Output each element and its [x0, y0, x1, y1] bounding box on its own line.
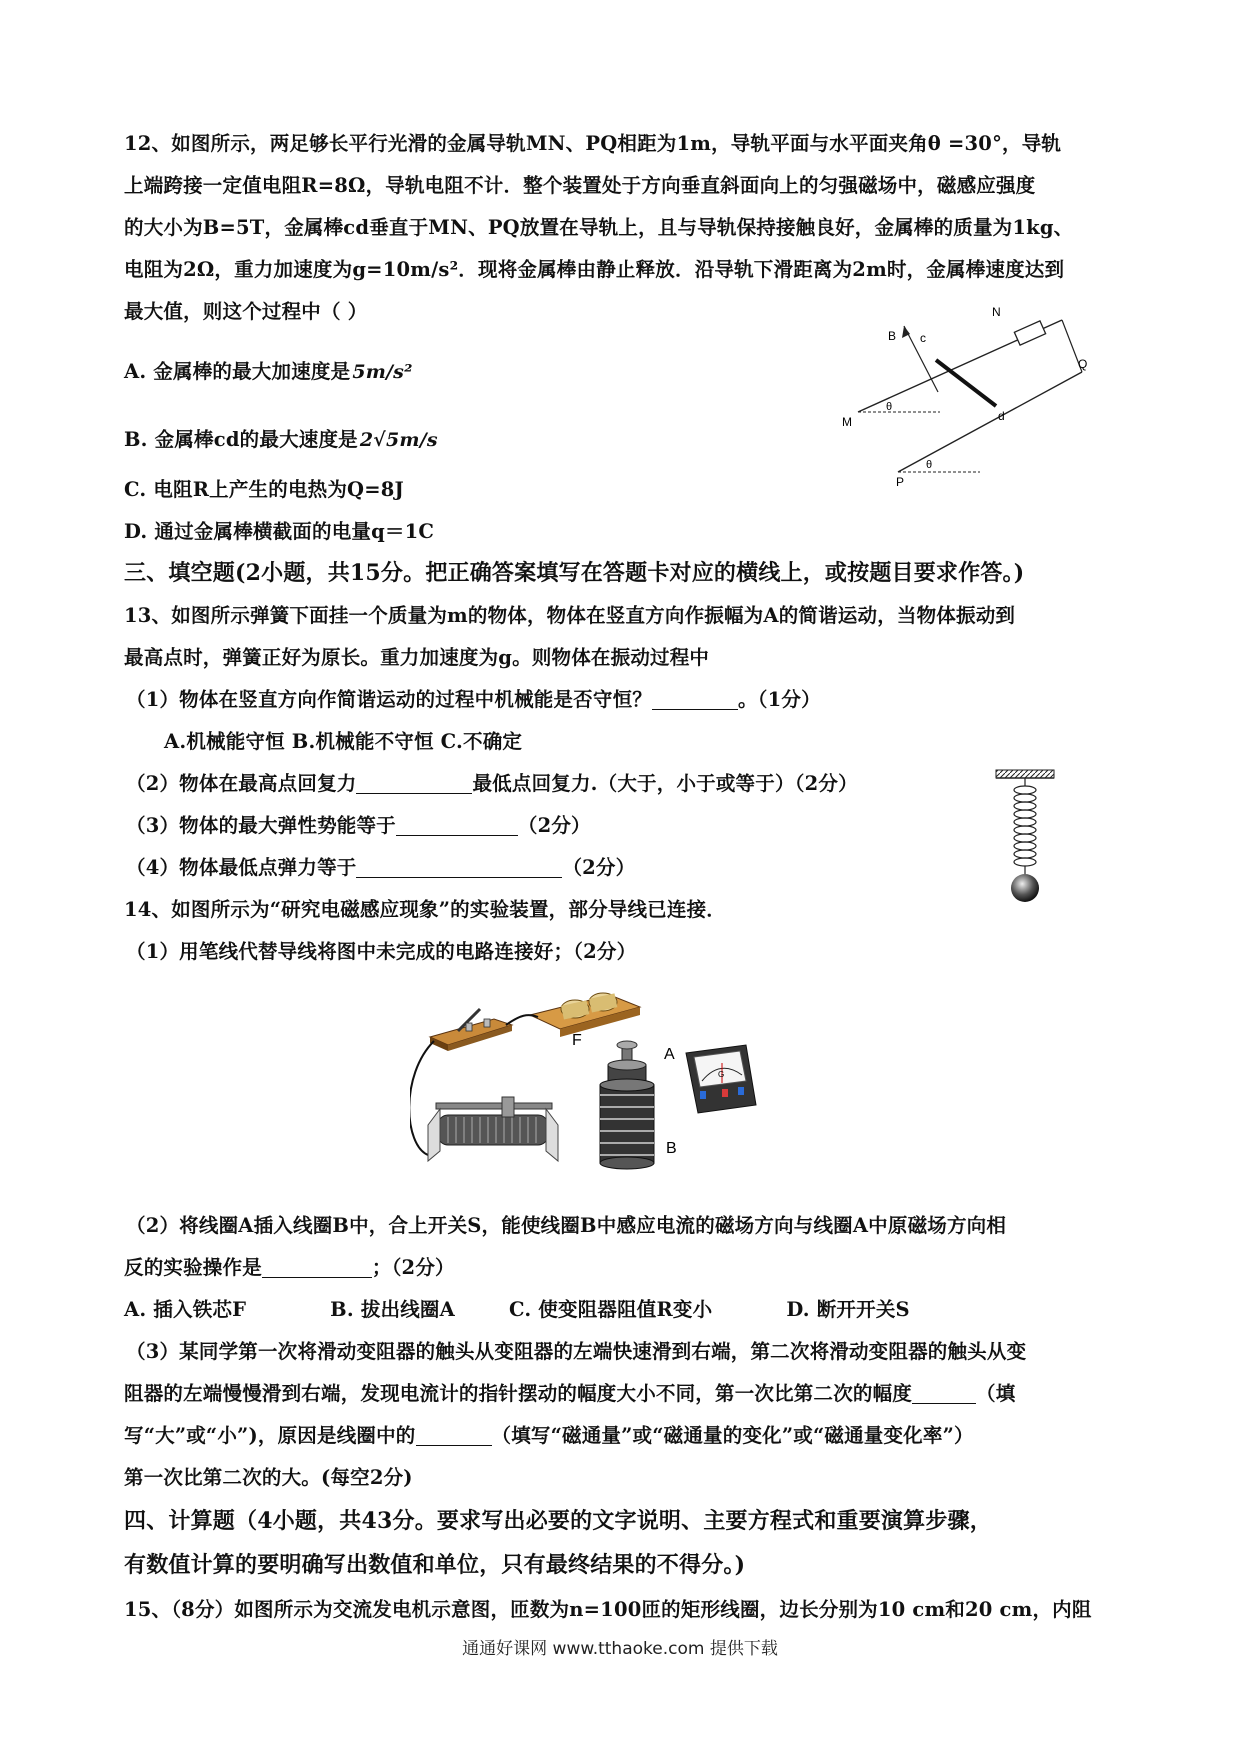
q13-part-3-text: （3）物体的最大弹性势能等于 — [126, 814, 396, 837]
section-3-heading: 三、填空题(2小题，共15分。把正确答案填写在答题卡对应的横线上，或按题目要求作答。) — [124, 560, 1025, 586]
q13-part-1 — [126, 684, 821, 712]
q12-rails-figure — [820, 300, 1110, 490]
q14-part-3-line-1: （3）某同学第一次将滑动变阻器的触头从变阻器的左端快速滑到右端，第二次将滑动变阻器的触头从变 — [126, 1340, 1027, 1363]
induction-apparatus-figure — [410, 985, 850, 1185]
label-theta-1: θ — [886, 401, 893, 413]
label-c: c — [920, 331, 926, 345]
q14-part-3-text-1: 阻器的左端慢慢滑到右端，发现电流计的指针摆动的幅度大小不同，第一次比第二次的幅度 — [124, 1382, 913, 1405]
q14-part-3-tail-1: （填 — [976, 1382, 1016, 1405]
ceiling-support — [996, 770, 1054, 778]
q13-line-2: 最高点时，弹簧正好为原长。重力加速度为g。则物体在振动过程中 — [124, 646, 710, 669]
q12-option-c: C. 电阻R上产生的电热为Q=8J — [124, 478, 404, 501]
q14-option-a: A. 插入铁芯F — [124, 1298, 247, 1321]
q13-part-2 — [126, 768, 858, 796]
label-g: G — [718, 1070, 725, 1079]
label-coil-a: A — [664, 1046, 675, 1063]
label-f: F — [572, 1032, 582, 1049]
q12-line-1: 12、如图所示，两足够长平行光滑的金属导轨MN、PQ相距为1m，导轨平面与水平面夹角θ =30°，导轨 — [124, 132, 1062, 155]
label-p: P — [896, 475, 905, 489]
spring-figure — [990, 768, 1060, 908]
label-m: M — [842, 415, 852, 429]
section-4-heading-1: 四、计算题（4小题，共43分。要求写出必要的文字说明、主要方程式和重要演算步骤， — [124, 1508, 992, 1534]
q12-option-a-formula: 5m/s² — [352, 361, 413, 383]
q14-part-2-tail: ；（2分） — [371, 1256, 455, 1279]
q12-option-d: D. 通过金属棒横截面的电量q＝1C — [124, 520, 435, 543]
q12-option-b-formula: 2√5m/s — [359, 429, 438, 451]
q14-blank-3a[interactable] — [912, 1383, 976, 1404]
label-b: B — [888, 329, 897, 343]
battery-icon — [530, 993, 640, 1037]
coil-assembly-icon — [600, 1041, 654, 1169]
galvanometer-icon — [686, 1045, 756, 1113]
q13-part-3-tail: （2分） — [517, 814, 591, 837]
q13-line-1: 13、如图所示弹簧下面挂一个质量为m的物体，物体在竖直方向作振幅为A的简谐运动，当物体振动到 — [124, 604, 1016, 627]
label-d: d — [998, 409, 1005, 423]
label-theta-2: θ — [926, 459, 933, 471]
rheostat-icon — [428, 1097, 558, 1161]
q14-part-3-text-2: 写“大”或“小”)，原因是线圈中的 — [124, 1424, 416, 1447]
q14-option-c: C. 使变阻器阻值R变小 — [508, 1298, 713, 1321]
resistor-icon — [1014, 321, 1045, 345]
q14-part-3-line-2 — [124, 1378, 1015, 1406]
q12-option-b — [124, 424, 438, 452]
q14-part-1: （1）用笔线代替导线将图中未完成的电路连接好；（2分） — [126, 940, 637, 963]
q12-line-4: 电阻为2Ω，重力加速度为g=10m/s²．现将金属棒由静止释放．沿导轨下滑距离为2m时，金属棒速度达到 — [124, 258, 1065, 281]
q14-option-d: D. 断开开关S — [786, 1298, 910, 1321]
q14-blank-3b[interactable] — [416, 1425, 492, 1446]
q14-option-b: B. 拔出线圈A — [330, 1298, 455, 1321]
q12-option-a-text: A. 金属棒的最大加速度是 — [124, 360, 351, 383]
q15-line-1: 15、（8分）如图所示为交流发电机示意图，匝数为n=100匝的矩形线圈，边长分别为10 cm和20 cm，内阻 — [124, 1598, 1092, 1621]
q13-part-1-tail: 。（1分） — [737, 688, 821, 711]
rail-pq — [898, 372, 1082, 472]
q13-part-4-tail: （2分） — [562, 856, 636, 879]
q14-part-3-tail-2: （填写“磁通量”或“磁通量的变化”或“磁通量变化率”） — [491, 1424, 974, 1447]
ball-mass — [1011, 874, 1039, 902]
spring-coil — [1014, 786, 1036, 866]
q12-option-b-text: B. 金属棒cd的最大速度是 — [124, 428, 358, 451]
label-coil-b: B — [666, 1140, 677, 1157]
q13-part-1-text: （1）物体在竖直方向作简谐运动的过程中机械能是否守恒？ — [126, 688, 652, 711]
q13-blank-2[interactable] — [356, 773, 472, 794]
q13-blank-3[interactable] — [396, 815, 518, 836]
q14-blank-2[interactable] — [262, 1257, 372, 1278]
switch-icon — [430, 1009, 512, 1051]
q12-option-a — [124, 356, 413, 384]
section-4-heading-2: 有数值计算的要明确写出数值和单位，只有最终结果的不得分。) — [124, 1552, 746, 1578]
q14-part-2-line-1: （2）将线圈A插入线圈B中，合上开关S，能使线圈B中感应电流的磁场方向与线圈A中原磁场方向相 — [126, 1214, 1007, 1237]
q12-line-5: 最大值，则这个过程中（ ） — [124, 300, 368, 323]
q13-part-2-tail: 最低点回复力.（大于，小于或等于）（2分） — [472, 772, 858, 795]
q14-part-2-text: 反的实验操作是 — [124, 1256, 262, 1279]
q14-part-2-line-2 — [124, 1252, 455, 1280]
q13-part-2-text: （2）物体在最高点回复力 — [126, 772, 357, 795]
q12-line-2: 上端跨接一定值电阻R=8Ω，导轨电阻不计．整个装置处于方向垂直斜面向上的匀强磁场中，磁感应强度 — [124, 174, 1036, 197]
q13-blank-1[interactable] — [652, 689, 738, 710]
q14-part-3-line-3 — [124, 1420, 974, 1448]
q14-part-3-line-4: 第一次比第二次的大。(每空2分) — [124, 1466, 413, 1489]
q13-part-4 — [126, 852, 635, 880]
q14-options — [124, 1294, 910, 1322]
label-n: N — [992, 305, 1001, 319]
wire-switch-battery — [506, 1015, 538, 1025]
q14-line-1: 14、如图所示为“研究电磁感应现象”的实验装置，部分导线已连接． — [124, 898, 726, 921]
q13-part-1-options: A.机械能守恒 B.机械能不守恒 C.不确定 — [164, 730, 523, 753]
q12-line-3: 的大小为B=5T，金属棒cd垂直于MN、PQ放置在导轨上，且与导轨保持接触良好，金属棒的质量为1kg、 — [124, 216, 1074, 239]
q13-part-3 — [126, 810, 591, 838]
q13-part-4-text: （4）物体最低点弹力等于 — [126, 856, 357, 879]
label-q: Q — [1078, 357, 1088, 371]
q13-blank-4[interactable] — [356, 857, 562, 878]
footer-source: 通通好课网 www.tthaoke.com 提供下载 — [462, 1639, 778, 1659]
metal-rod-cd — [936, 360, 996, 406]
